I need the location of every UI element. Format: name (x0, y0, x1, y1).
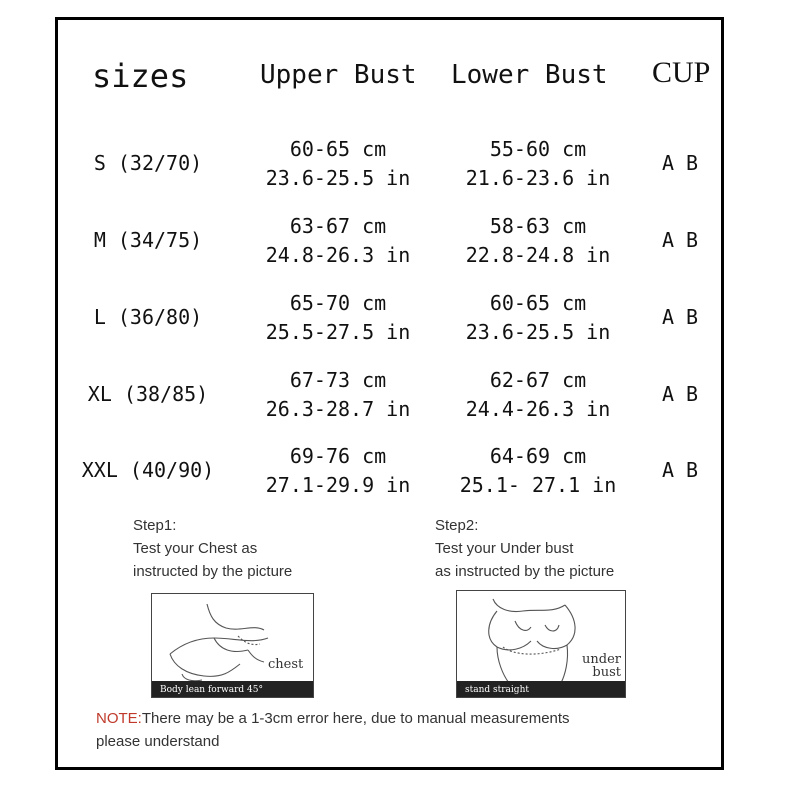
header-sizes: sizes (92, 57, 189, 95)
upper-bust-cell (248, 289, 428, 347)
table-row (0, 133, 800, 203)
lower-cm: 60-65 cm (489, 291, 587, 315)
cup-cell: A B (661, 228, 699, 252)
table-row (0, 287, 800, 357)
step2-instructions (435, 514, 614, 583)
table-row (0, 440, 800, 510)
upper-in: 23.6-25.5 in (265, 166, 411, 190)
lower-in: 23.6-25.5 in (465, 320, 611, 344)
lower-bust-cell (448, 135, 628, 193)
lower-bust-cell (448, 289, 628, 347)
upper-in: 27.1-29.9 in (265, 473, 411, 497)
size-label: XL (38/85) (87, 382, 209, 406)
step2-line1: Test your Under bust (435, 540, 574, 557)
lower-bust-cell (448, 442, 628, 500)
step1-line2: instructed by the picture (133, 563, 293, 580)
upper-in: 25.5-27.5 in (265, 320, 411, 344)
chest-measurement-illustration (151, 593, 314, 698)
lower-in: 22.8-24.8 in (465, 243, 611, 267)
header-lower-bust: Lower Bust (451, 60, 608, 90)
size-label: L (36/80) (93, 305, 203, 329)
lower-cm: 55-60 cm (489, 137, 587, 161)
upper-bust-cell (248, 366, 428, 424)
under-bust-label-line1: under (582, 652, 621, 667)
lower-in: 21.6-23.6 in (465, 166, 611, 190)
size-label: XXL (40/90) (81, 458, 215, 482)
upper-cm: 69-76 cm (289, 444, 387, 468)
header-cup: CUP (652, 56, 711, 89)
header-upper-bust: Upper Bust (260, 60, 417, 90)
size-label: S (32/70) (93, 151, 203, 175)
upper-cm: 60-65 cm (289, 137, 387, 161)
cup-cell: A B (661, 458, 699, 482)
cup-cell: A B (661, 151, 699, 175)
step1-instructions (133, 514, 292, 583)
under-bust-caption: stand straight (465, 685, 529, 695)
lower-cm: 58-63 cm (489, 214, 587, 238)
step2-title: Step2: (435, 517, 479, 534)
upper-cm: 63-67 cm (289, 214, 387, 238)
step1-line1: Test your Chest as (133, 540, 258, 557)
lower-in: 24.4-26.3 in (465, 397, 611, 421)
step1-title: Step1: (133, 517, 177, 534)
lower-bust-cell (448, 366, 628, 424)
under-bust-label-line2: bust (592, 665, 621, 680)
measurement-note (96, 707, 570, 753)
upper-in: 24.8-26.3 in (265, 243, 411, 267)
upper-cm: 65-70 cm (289, 291, 387, 315)
note-line1 (96, 707, 570, 730)
cup-cell: A B (661, 382, 699, 406)
upper-in: 26.3-28.7 in (265, 397, 411, 421)
step2-line2: as instructed by the picture (435, 563, 615, 580)
note-text: There may be a 1-3cm error here, due to manual measurements (141, 710, 570, 727)
upper-bust-cell (248, 442, 428, 500)
under-bust-label (581, 653, 621, 679)
lower-cm: 64-69 cm (489, 444, 587, 468)
table-row (0, 210, 800, 280)
under-bust-measurement-illustration (456, 590, 626, 698)
note-line2: please understand (96, 733, 220, 750)
chest-caption: Body lean forward 45° (160, 685, 263, 695)
chest-caption-bar (152, 681, 313, 697)
lower-in: 25.1- 27.1 in (459, 473, 617, 497)
chest-label: chest (268, 657, 304, 672)
under-bust-caption-bar (457, 681, 625, 697)
upper-cm: 67-73 cm (289, 368, 387, 392)
lower-bust-cell (448, 212, 628, 270)
cup-cell: A B (661, 305, 699, 329)
size-label: M (34/75) (93, 228, 203, 252)
table-row (0, 364, 800, 434)
upper-bust-cell (248, 212, 428, 270)
upper-bust-cell (248, 135, 428, 193)
note-prefix: NOTE: (96, 710, 142, 727)
lower-cm: 62-67 cm (489, 368, 587, 392)
